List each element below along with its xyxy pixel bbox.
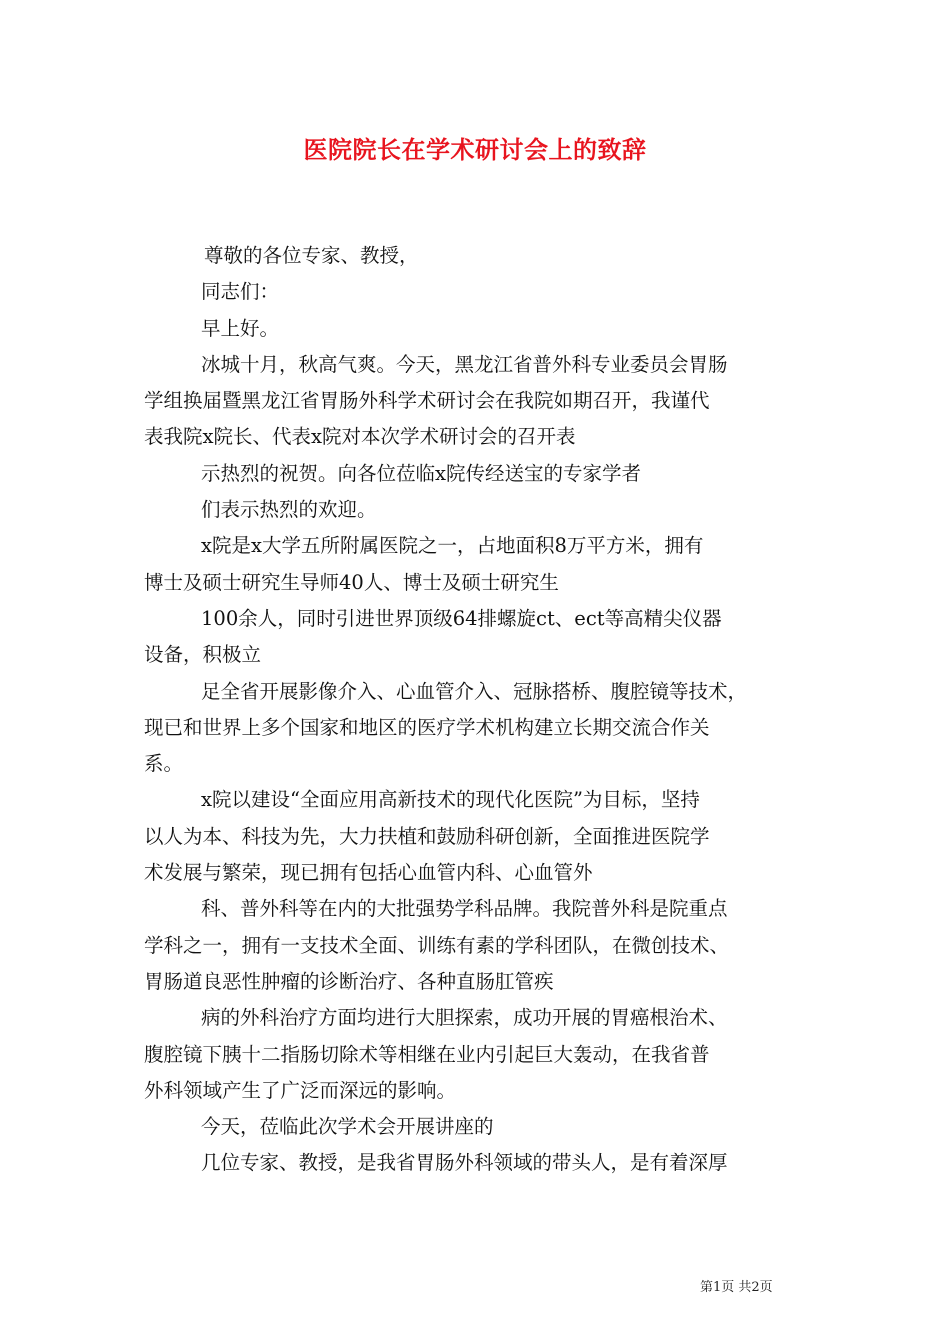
body-text-line: 术发展与繁荣，现已拥有包括心血管内科、心血管外 — [144, 861, 593, 885]
body-text-line: 科、普外科等在内的大批强势学科品牌。我院普外科是院重点 — [201, 897, 728, 921]
body-text-line: 博士及硕士研究生导师40人、博士及硕士研究生 — [144, 570, 559, 594]
body-text-line: 100余人，同时引进世界顶级64排螺旋ct、ect等高精尖仪器 — [201, 606, 722, 630]
body-text-line: 们表示热烈的欢迎。 — [201, 498, 377, 522]
body-text-line: 同志们： — [201, 280, 280, 304]
body-text-line: 以人为本、科技为先，大力扶植和鼓励科研创新，全面推进医院学 — [144, 824, 710, 848]
body-text-line: 早上好。 — [201, 316, 280, 340]
body-text-line: 胃肠道良恶性肿瘤的诊断治疗、各种直肠肛管疾 — [144, 969, 554, 993]
body-text-line: 病的外科治疗方面均进行大胆探索，成功开展的胃癌根治术、 — [201, 1006, 728, 1030]
body-text-line: 示热烈的祝贺。向各位莅临x院传经送宝的专家学者 — [201, 461, 641, 485]
body-text-line: 外科领域产生了广泛而深远的影响。 — [144, 1078, 457, 1102]
body-text-line: 几位专家、教授，是我省胃肠外科领域的带头人，是有着深厚 — [201, 1151, 728, 1175]
body-text-line: 腹腔镜下胰十二指肠切除术等相继在业内引起巨大轰动，在我省普 — [144, 1042, 710, 1066]
body-text-line: 系。 — [144, 752, 184, 776]
body-text-line: 现已和世界上多个国家和地区的医疗学术机构建立长期交流合作关 — [144, 715, 710, 739]
document-title: 医院院长在学术研讨会上的致辞 — [303, 135, 647, 164]
body-text-line: 设备，积极立 — [144, 643, 262, 667]
body-text-line: 表我院x院长、代表x院对本次学术研讨会的召开表 — [144, 425, 576, 449]
document-body — [144, 238, 834, 1182]
body-text-line: x院以建设“全面应用高新技术的现代化医院”为目标，坚持 — [201, 788, 700, 812]
body-text-line: 足全省开展影像介入、心血管介入、冠脉搭桥、腹腔镜等技术， — [201, 679, 748, 703]
body-text-line: 冰城十月，秋高气爽。今天，黑龙江省普外科专业委员会胃肠 — [201, 352, 728, 376]
page-number-footer: 第1页 共2页 — [700, 1280, 773, 1295]
body-text-line: 今天，莅临此次学术会开展讲座的 — [201, 1115, 494, 1139]
body-text-line: x院是x大学五所附属医院之一，占地面积8万平方米，拥有 — [201, 534, 704, 558]
body-text-line: 学科之一，拥有一支技术全面、训练有素的学科团队，在微创技术、 — [144, 933, 730, 957]
body-text-line: 学组换届暨黑龙江省胃肠外科学术研讨会在我院如期召开，我谨代 — [144, 389, 710, 413]
body-text-line: 尊敬的各位专家、教授， — [204, 244, 419, 267]
